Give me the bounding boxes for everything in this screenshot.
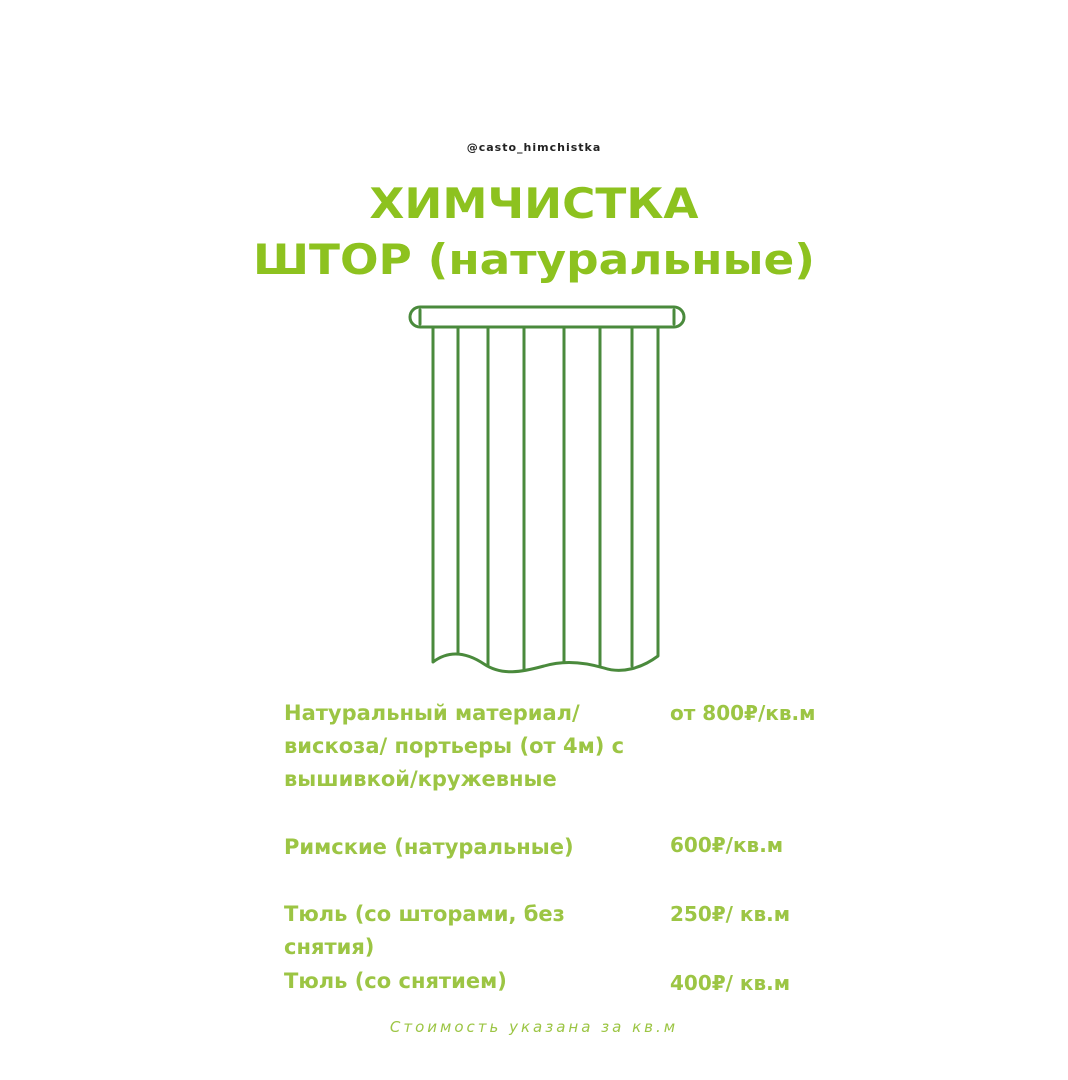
price-item-value: от 800₽/кв.м — [670, 701, 816, 725]
page-title-line-1: ХИМЧИСТКА — [369, 179, 699, 228]
price-item-value: 400₽/ кв.м — [670, 971, 791, 995]
price-item-value: 250₽/ кв.м — [670, 902, 791, 926]
curtain-body — [433, 327, 658, 672]
curtain-rod — [410, 307, 684, 327]
price-item-name: Тюль (со снятием) — [284, 969, 507, 993]
price-item-name: Римские (натуральные) — [284, 835, 574, 859]
curtain-icon — [404, 300, 688, 682]
instagram-handle: @casto_himchistka — [466, 141, 602, 154]
page-title-line-2: ШТОР (натуральные) — [253, 235, 815, 284]
price-item-name: Натуральный материал/ вискоза/ портьеры (от 4м) с вышивкой/кружевные — [284, 701, 625, 791]
price-item-value: 600₽/кв.м — [670, 833, 784, 857]
price-item-name: Тюль (со шторами, без снятия) — [284, 902, 565, 959]
footer-note: Стоимость указана за кв.м — [389, 1018, 679, 1036]
